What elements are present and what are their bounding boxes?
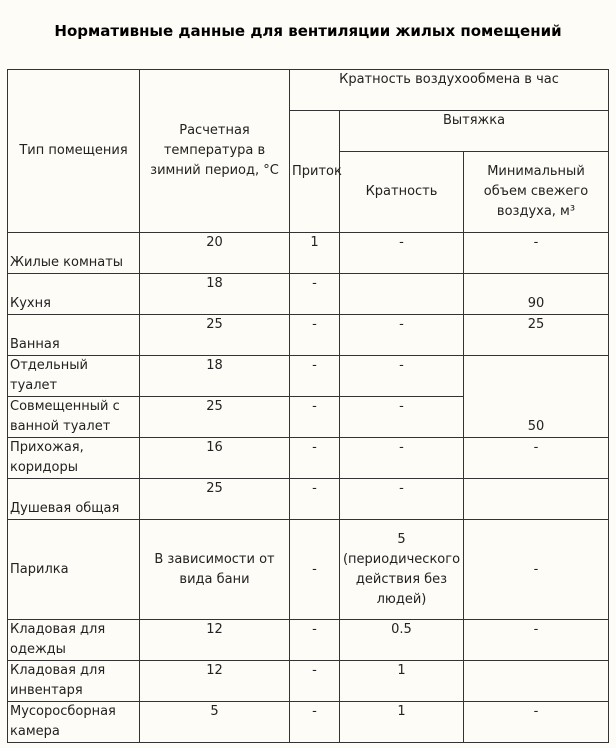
room-rate: -: [340, 233, 464, 274]
ventilation-table: [7, 69, 609, 743]
room-temp: 18: [140, 356, 290, 397]
table-row: [8, 520, 609, 620]
room-rate: -: [340, 315, 464, 356]
room-supply: -: [290, 315, 340, 356]
room-temp: 25: [140, 479, 290, 520]
room-name: Совмещенный с ванной туалет: [8, 397, 140, 438]
room-rate: 0.5: [340, 620, 464, 661]
table-row: [8, 702, 609, 743]
header-room-type: Тип помещения: [8, 70, 140, 233]
room-volume: -: [464, 438, 609, 479]
room-supply: -: [290, 274, 340, 315]
room-name: Кухня: [8, 274, 140, 315]
room-supply: 1: [290, 233, 340, 274]
table-row: [8, 233, 609, 274]
room-temp: 20: [140, 233, 290, 274]
room-volume: -: [464, 233, 609, 274]
room-temp: 16: [140, 438, 290, 479]
room-temp: В зависимости от вида бани: [140, 520, 290, 620]
header-min-volume: Минимальный объем свежего воздуха, м³: [464, 152, 609, 233]
room-name: Кладовая для инвентаря: [8, 661, 140, 702]
room-rate: -: [340, 356, 464, 397]
room-temp: 25: [140, 315, 290, 356]
header-supply: Приток: [290, 111, 340, 233]
room-supply: -: [290, 620, 340, 661]
room-rate: 5 (периодического действия без людей): [340, 520, 464, 620]
room-name: Мусоросборная камера: [8, 702, 140, 743]
room-rate: -: [340, 479, 464, 520]
room-name: Жилые комнаты: [8, 233, 140, 274]
room-volume: -: [464, 702, 609, 743]
room-name: Ванная: [8, 315, 140, 356]
page-title: Нормативные данные для вентиляции жилых помещений: [54, 22, 562, 40]
room-rate: 1: [340, 661, 464, 702]
room-name: Кладовая для одежды: [8, 620, 140, 661]
room-name: Отдельный туалет: [8, 356, 140, 397]
room-name: Прихожая, коридоры: [8, 438, 140, 479]
table-row: [8, 661, 609, 702]
room-supply: -: [290, 356, 340, 397]
room-temp: 5: [140, 702, 290, 743]
room-volume: 50: [464, 356, 609, 438]
room-temp: 12: [140, 661, 290, 702]
room-name: Душевая общая: [8, 479, 140, 520]
room-rate: [340, 274, 464, 315]
header-temperature: Расчетная температура в зимний период, °С: [140, 70, 290, 233]
room-supply: -: [290, 661, 340, 702]
table-row: [8, 479, 609, 520]
table-row: [8, 438, 609, 479]
room-supply: -: [290, 702, 340, 743]
header-air-exchange: Кратность воздухообмена в час: [290, 70, 609, 111]
room-volume: -: [464, 620, 609, 661]
room-volume: [464, 661, 609, 702]
room-volume: -: [464, 520, 609, 620]
header-rate: Кратность: [340, 152, 464, 233]
room-temp: 18: [140, 274, 290, 315]
room-rate: -: [340, 438, 464, 479]
room-supply: -: [290, 479, 340, 520]
room-supply: -: [290, 520, 340, 620]
room-volume: [464, 479, 609, 520]
header-exhaust: Вытяжка: [340, 111, 609, 152]
room-temp: 12: [140, 620, 290, 661]
room-name: Парилка: [8, 520, 140, 620]
room-rate: -: [340, 397, 464, 438]
table-row: [8, 315, 609, 356]
table-row: [8, 356, 609, 397]
room-volume: 25: [464, 315, 609, 356]
table-row: [8, 620, 609, 661]
room-supply: -: [290, 397, 340, 438]
room-volume: 90: [464, 274, 609, 315]
room-rate: 1: [340, 702, 464, 743]
room-temp: 25: [140, 397, 290, 438]
room-supply: -: [290, 438, 340, 479]
table-row: [8, 274, 609, 315]
